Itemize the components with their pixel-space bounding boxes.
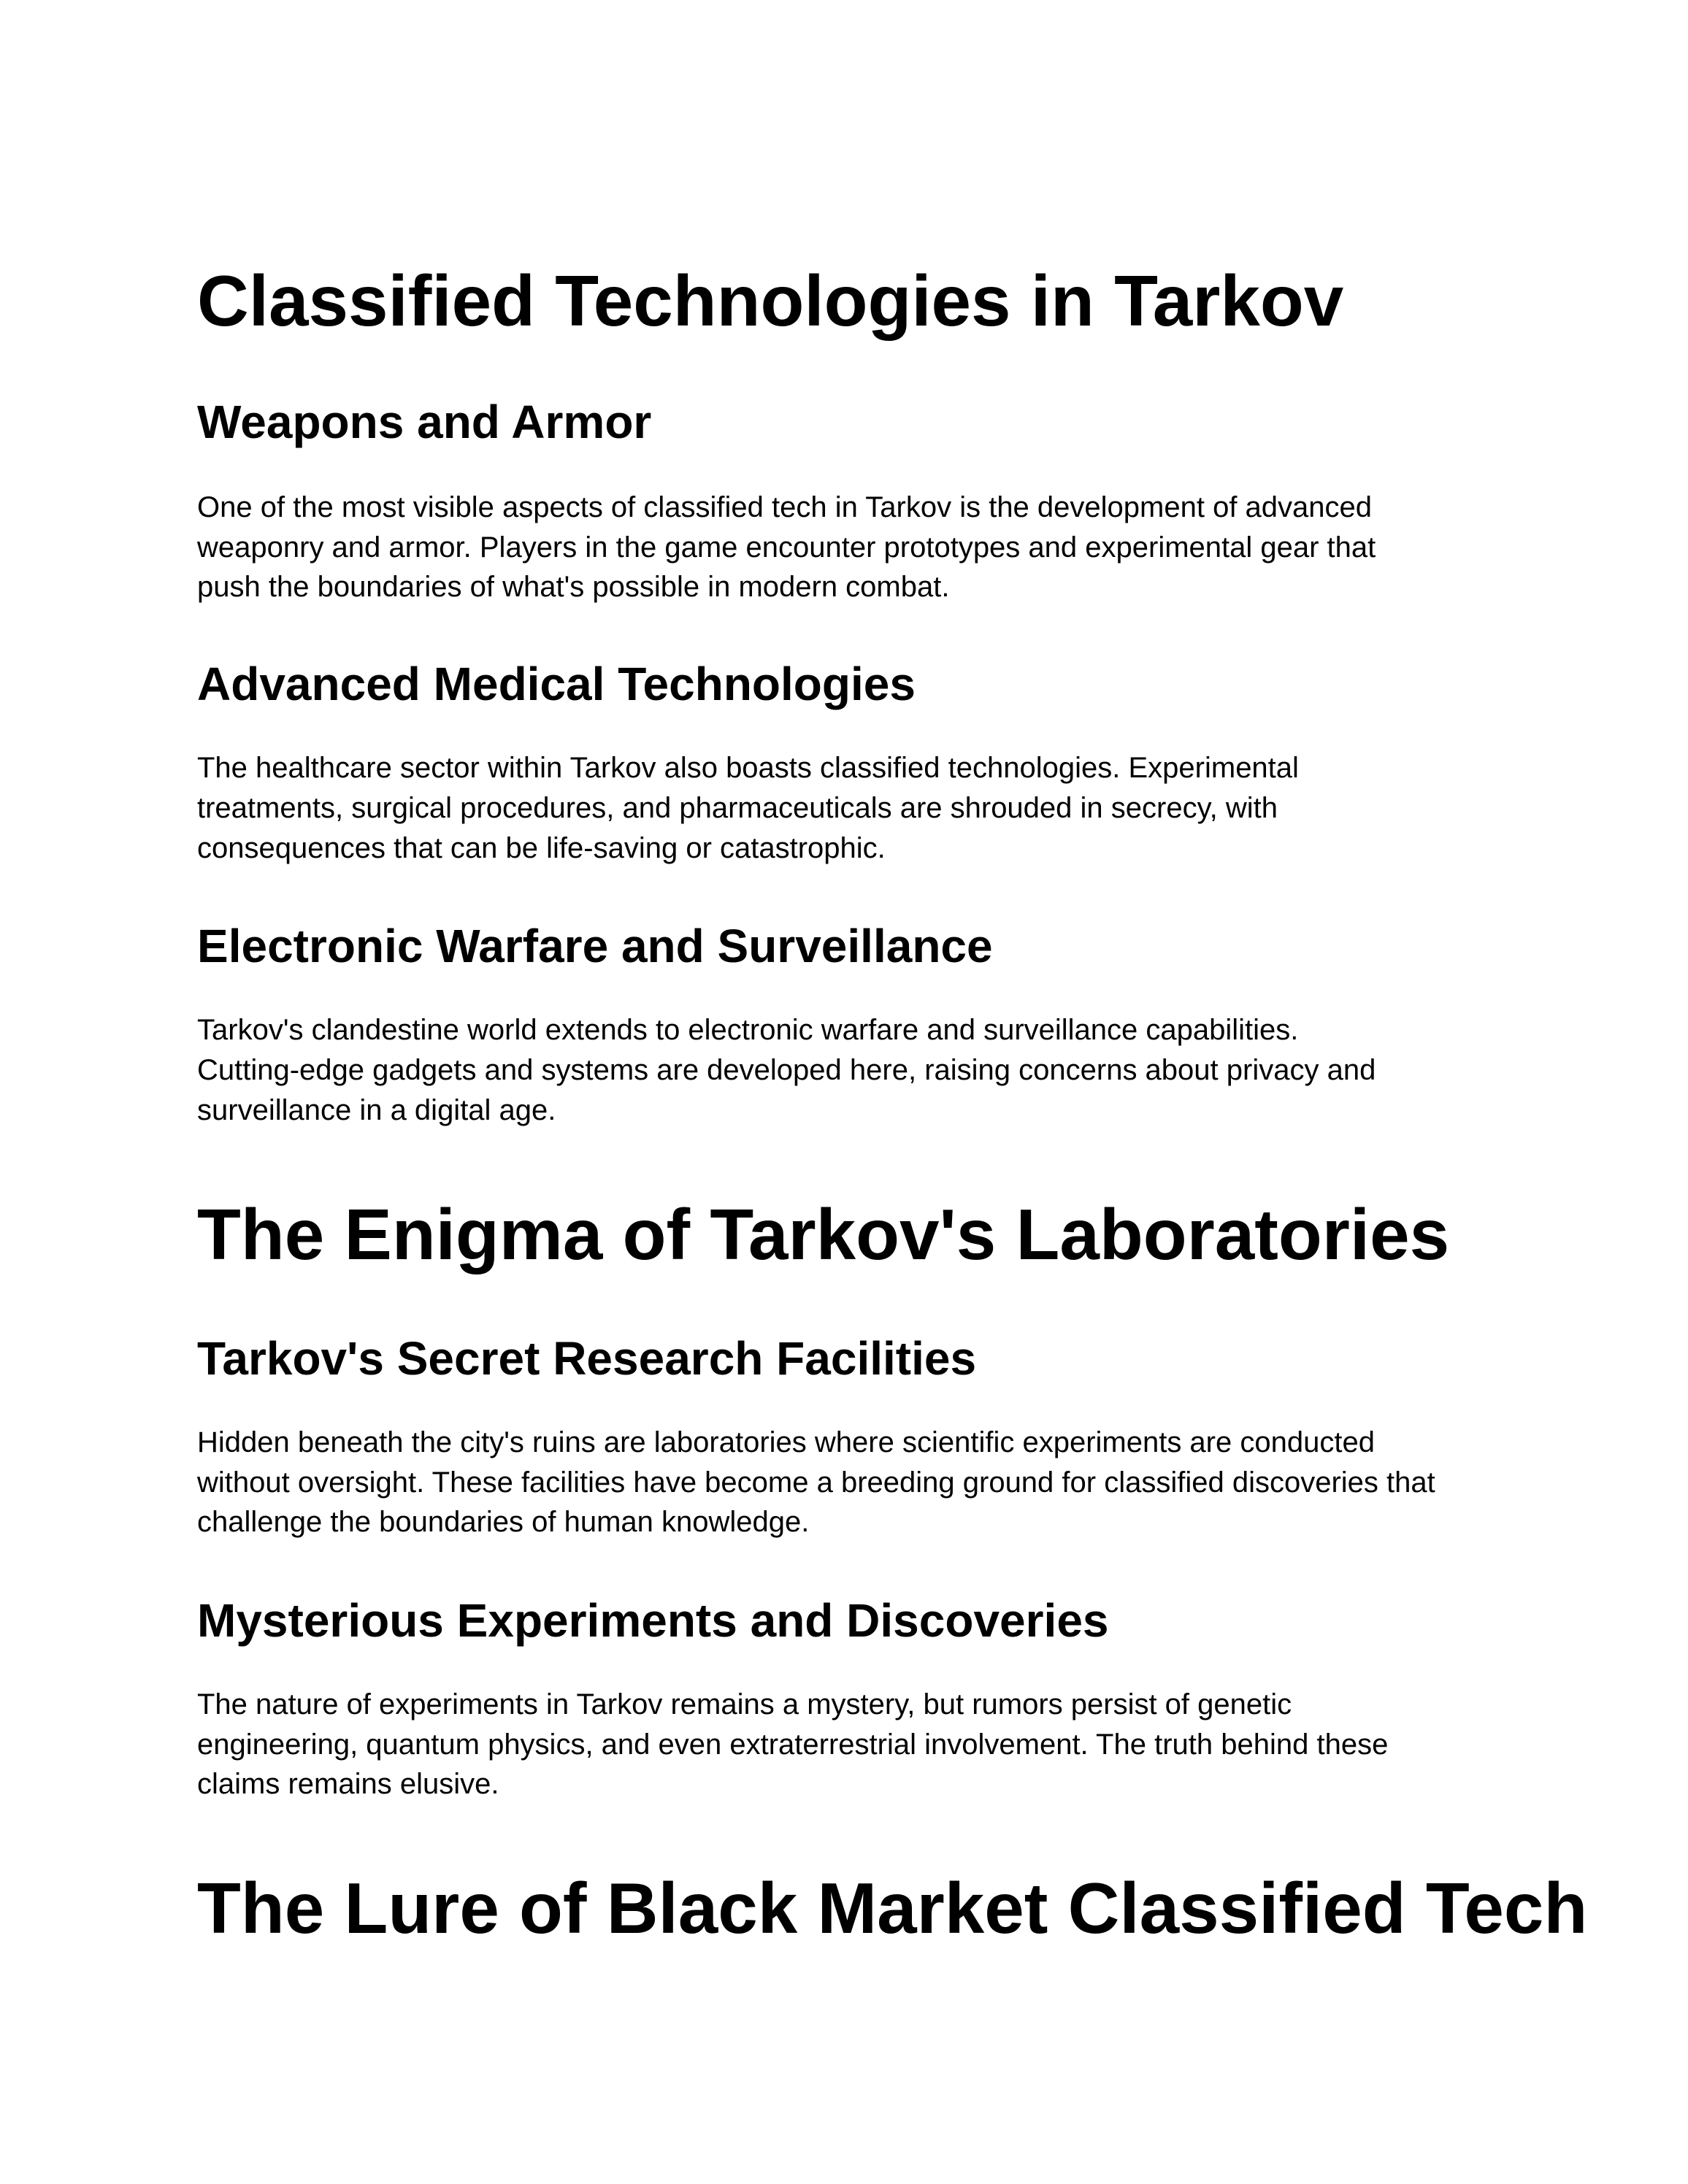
paragraph-line: claims remains elusive. xyxy=(197,1768,499,1800)
subsection-heading: Electronic Warfare and Surveillance xyxy=(197,920,993,972)
subsection-heading: Mysterious Experiments and Discoveries xyxy=(197,1594,1109,1647)
paragraph-line: challenge the boundaries of human knowledge. xyxy=(197,1506,810,1538)
section-title: Classified Technologies in Tarkov xyxy=(197,261,1344,341)
paragraph-line: without oversight. These facilities have become a breeding ground for classified discoveries that xyxy=(197,1466,1435,1499)
section-title: The Enigma of Tarkov's Laboratories xyxy=(197,1194,1450,1274)
paragraph-line: The healthcare sector within Tarkov also boasts classified technologies. Experimental xyxy=(197,752,1299,784)
paragraph-line: weaponry and armor. Players in the game encounter prototypes and experimental gear that xyxy=(197,531,1376,564)
section-title: The Lure of Black Market Classified Tech xyxy=(197,1868,1588,1948)
paragraph-line: engineering, quantum physics, and even extraterrestrial involvement. The truth behind these xyxy=(197,1729,1389,1761)
paragraph-line: surveillance in a digital age. xyxy=(197,1094,556,1126)
subsection-heading: Tarkov's Secret Research Facilities xyxy=(197,1332,977,1385)
subsection-heading: Weapons and Armor xyxy=(197,396,652,448)
paragraph-line: The nature of experiments in Tarkov remains a mystery, but rumors persist of genetic xyxy=(197,1688,1292,1720)
paragraph-line: Hidden beneath the city's ruins are laboratories where scientific experiments are conducted xyxy=(197,1426,1375,1458)
subsection-heading: Advanced Medical Technologies xyxy=(197,658,916,710)
paragraph-line: treatments, surgical procedures, and pharmaceuticals are shrouded in secrecy, with xyxy=(197,792,1278,824)
paragraph-line: push the boundaries of what's possible in modern combat. xyxy=(197,571,950,603)
paragraph-line: Tarkov's clandestine world extends to electronic warfare and surveillance capabilities. xyxy=(197,1014,1299,1046)
paragraph-line: Cutting-edge gadgets and systems are developed here, raising concerns about privacy and xyxy=(197,1054,1376,1086)
paragraph-line: One of the most visible aspects of classified tech in Tarkov is the development of advanced xyxy=(197,491,1373,523)
paragraph-line: consequences that can be life-saving or catastrophic. xyxy=(197,832,886,864)
